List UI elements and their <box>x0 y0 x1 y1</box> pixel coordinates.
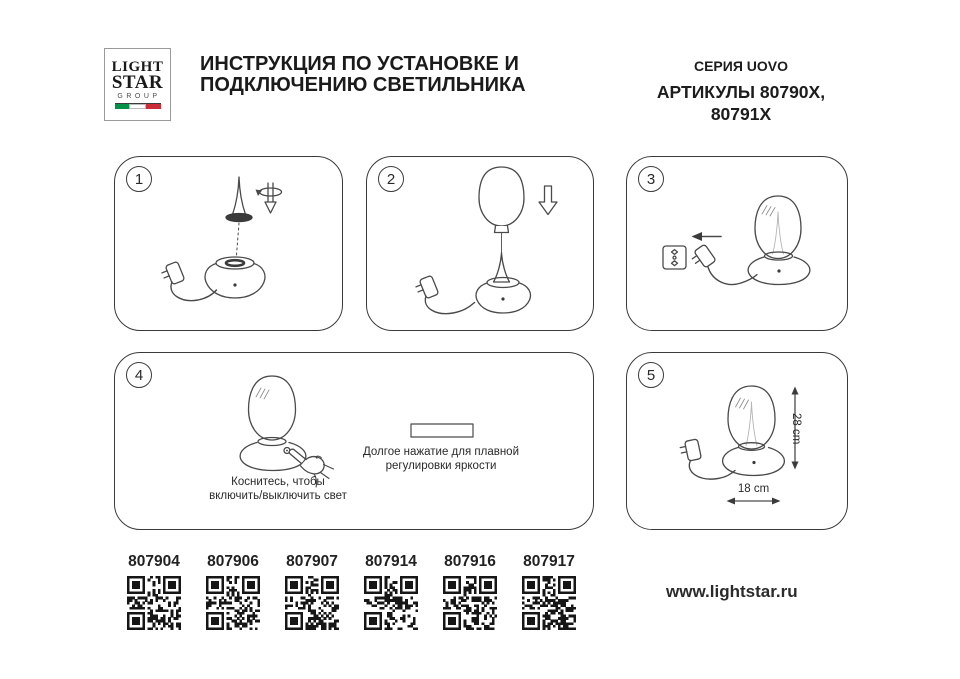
width-dimension-label: 18 cm <box>737 483 770 495</box>
series-name: СЕРИЯ UOVO <box>693 58 789 74</box>
qr-item <box>285 553 339 630</box>
article-number: 807904 <box>128 553 180 570</box>
qr-item <box>443 553 497 630</box>
lamp-base <box>476 278 530 314</box>
articles-line2: 80791X <box>710 104 772 124</box>
qr-code <box>285 576 339 630</box>
lamp-stem-cone <box>233 177 246 215</box>
articles-line1: АРТИКУЛЫ 80790X, <box>656 82 826 102</box>
step-number-2: 2 <box>378 166 404 192</box>
page-title-line1: ИНСТРУКЦИЯ ПО УСТАНОВКЕ И <box>200 53 519 75</box>
touch-note: Коснитесь, чтобы включить/выключить свет <box>209 476 347 502</box>
glass-shade <box>249 376 296 440</box>
qr-code <box>364 576 418 630</box>
dimension-arrow-horizontal <box>727 498 781 505</box>
step5-illustration <box>627 353 847 529</box>
stem-collar <box>226 214 252 222</box>
qr-item <box>127 553 181 630</box>
wall-socket-icon <box>663 246 686 269</box>
logo-word-star: STAR <box>111 72 164 93</box>
power-adapter-icon <box>689 244 716 271</box>
series-block <box>650 58 832 125</box>
step-number-4: 4 <box>126 362 152 388</box>
page-title-line2: ПОДКЛЮЧЕНИЮ СВЕТИЛЬНИКА <box>200 74 526 96</box>
longpress-button-shape <box>411 424 473 437</box>
qr-code <box>127 576 181 630</box>
power-cable <box>425 296 474 314</box>
step-number-1: 1 <box>126 166 152 192</box>
italy-flag-icon <box>115 103 161 109</box>
lamp-base <box>240 438 306 471</box>
power-adapter-icon <box>679 439 701 462</box>
article-number: 807916 <box>444 553 496 570</box>
logo-word-group: GROUP <box>117 93 161 100</box>
qr-item <box>364 553 418 630</box>
article-number: 807907 <box>286 553 338 570</box>
article-number: 807906 <box>207 553 259 570</box>
article-number: 807917 <box>523 553 575 570</box>
step-number-3: 3 <box>638 166 664 192</box>
website-url: www.lightstar.ru <box>666 582 798 601</box>
glass-shade <box>479 167 524 226</box>
step1-illustration <box>115 157 342 330</box>
step-panel-2 <box>366 156 594 331</box>
rotate-screw-icon <box>256 183 282 213</box>
glass-shade <box>755 196 801 259</box>
step-panel-3 <box>626 156 848 331</box>
power-cable <box>171 282 217 301</box>
logo-word-light: LIGHT <box>111 59 164 75</box>
qr-item <box>206 553 260 630</box>
left-arrow-icon <box>692 232 722 241</box>
qr-item <box>522 553 576 630</box>
qr-strip <box>127 553 601 630</box>
glass-shade <box>728 386 775 449</box>
step-panel-1 <box>114 156 343 331</box>
qr-code <box>206 576 260 630</box>
article-number: 807914 <box>365 553 417 570</box>
step3-illustration <box>627 157 847 330</box>
step-panel-5 <box>626 352 848 530</box>
power-adapter-icon <box>160 261 185 286</box>
power-adapter-icon <box>414 275 439 300</box>
step2-illustration <box>367 157 593 330</box>
qr-code <box>443 576 497 630</box>
down-arrow-icon <box>539 186 557 215</box>
page-title <box>200 54 526 96</box>
longpress-note: Долгое нажатие для плавной регулировки яркости <box>362 446 520 472</box>
step-number-5: 5 <box>638 362 664 388</box>
step-panel-4 <box>114 352 594 530</box>
assembly-guide-line <box>237 223 240 255</box>
height-dimension-label: 28 cm <box>790 413 802 445</box>
lightstar-logo <box>104 48 171 121</box>
shade-neck <box>495 226 509 233</box>
qr-code <box>522 576 576 630</box>
